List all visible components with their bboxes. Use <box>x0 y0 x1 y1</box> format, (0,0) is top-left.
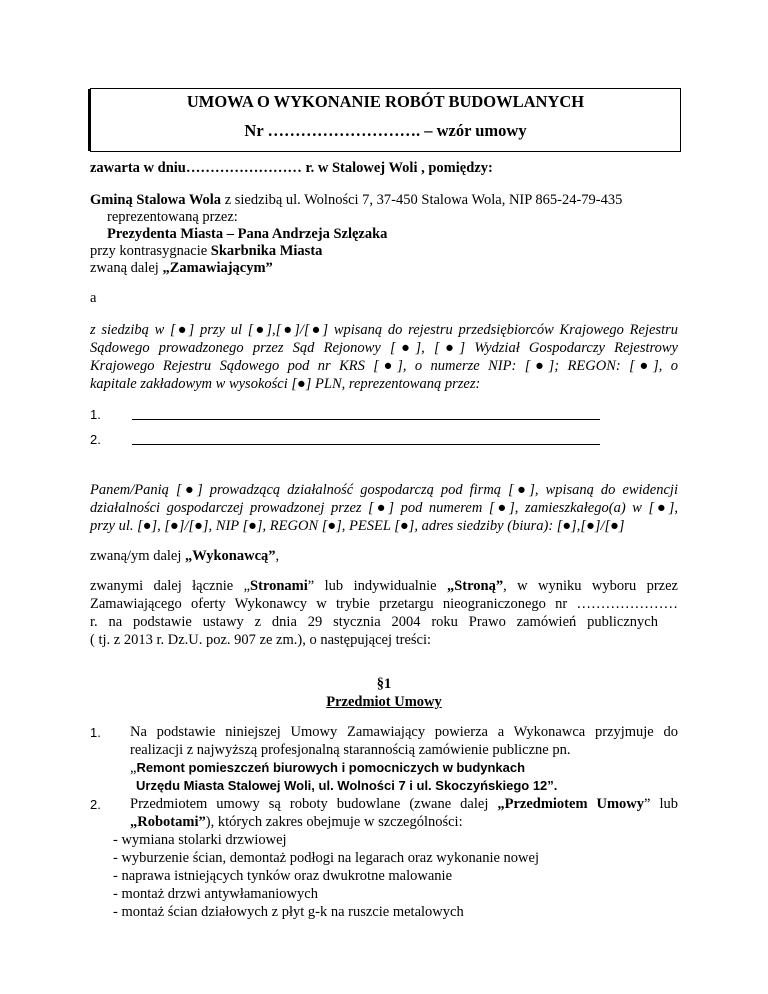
parties-clause-line3: r. na podstawie ustawy z dnia 29 stycznia 2004 roku Prawo zamówień publicznych <box>90 614 658 630</box>
countersign-prefix: przy kontrasygnacie <box>90 243 211 259</box>
work-item: - montaż drzwi antywłamaniowych <box>113 886 318 902</box>
contractor-line <box>90 548 279 565</box>
item1-project-line2: Urzędu Miasta Stalowej Woli, ul. Wolności 7 i ul. Skoczyńskiego 12”. <box>136 778 558 793</box>
conjunction-a: a <box>90 290 97 306</box>
item1-project-line1 <box>130 760 525 777</box>
project-quote-open: „ <box>130 760 137 776</box>
party2-person-line1: Panem/Panią [●] prowadzącą działalność gospodarczą pod firmą [●], wpisaną do ewidencji <box>90 482 678 498</box>
item2-robotami: „Robotami” <box>130 814 206 830</box>
item2-part-c: ” lub <box>644 796 679 812</box>
clause-part-c: ” lub indywidualnie <box>307 578 447 594</box>
item1-number: 1. <box>90 725 101 740</box>
document-title: UMOWA O WYKONANIE ROBÓT BUDOWLANYCH <box>186 92 585 111</box>
party1-name: Gminą Stalowa Wola <box>90 192 222 208</box>
item2-part-a: Przedmiotem umowy są roboty budowlane (zwane dalej <box>130 796 498 812</box>
party2-company-line2: Sądowego prowadzonego przez Sąd Rejonowy [●], [●] Wydział Gospodarczy Rejestrowy <box>90 340 678 356</box>
item2-line2 <box>130 814 463 831</box>
party1-representative: Prezydenta Miasta – Pana Andrzeja Szlęzaka <box>107 226 388 242</box>
party2-company-line4: kapitale zakładowym w wysokości [●] PLN, reprezentowaną przez: <box>90 376 481 392</box>
parties-clause-line1 <box>90 578 678 595</box>
title-box <box>90 88 681 152</box>
project-name-1: Remont pomieszczeń biurowych i pomocniczych w budynkach <box>136 760 526 775</box>
section-symbol: §1 <box>376 676 392 692</box>
representative-number-2: 2. <box>90 432 101 447</box>
item1-line2: realizacji z najwyższą profesjonalną starannością zamówienie publiczne pn. <box>130 742 571 758</box>
item2-number: 2. <box>90 797 101 812</box>
countersign-name: Skarbnika Miasta <box>210 243 323 259</box>
party1-called <box>90 260 273 277</box>
contractor-name: „Wykonawcą” <box>185 548 276 564</box>
party2-person-line3: przy ul. [●], [●]/[●], NIP [●], REGON [●], PESEL [●], adres siedziby (biura): [●],[●]/[●] <box>90 518 625 534</box>
called-prefix: zwaną dalej <box>90 260 163 276</box>
clause-part-e: , w wyniku wyboru przez <box>503 578 678 594</box>
item1-line1: Na podstawie niniejszej Umowy Zamawiający powierza a Wykonawca przyjmuje do <box>130 724 678 740</box>
representative-blank-2 <box>132 444 600 445</box>
parties-clause-line2: Zamawiającego oferty Wykonawcy w trybie przetargu nieograniczonego nr ………………… <box>90 596 678 612</box>
clause-stronami: Stronami <box>250 578 308 594</box>
item2-line1 <box>130 796 678 813</box>
contractor-suffix: , <box>275 548 280 564</box>
called-name: „Zamawiającym” <box>162 260 273 276</box>
party2-company-line3: Krajowego Rejestru Sądowego pod nr KRS [●], o numerze NIP: [●]; REGON: [●], o <box>90 358 678 374</box>
party2-company-line1: z siedzibą w [●] przy ul [●],[●]/[●] wpisaną do rejestru przedsiębiorców Krajowego Rejestru <box>90 322 678 338</box>
party1-address: z siedzibą ul. Wolności 7, 37-450 Stalowa Wola, NIP 865-24-79-435 <box>221 192 623 208</box>
representative-number-1: 1. <box>90 407 101 422</box>
item2-part-b: ), których zakres obejmuje w szczególności: <box>205 814 463 830</box>
work-item: - wyburzenie ścian, demontaż podłogi na legarach oraz wykonanie nowej <box>113 850 539 866</box>
representative-blank-1 <box>132 419 600 420</box>
party1-line <box>90 192 622 209</box>
party1-countersign <box>90 243 322 260</box>
work-item: - wymiana stolarki drzwiowej <box>113 832 287 848</box>
title-box-left-border <box>88 89 90 151</box>
parties-clause-line4: ( tj. z 2013 r. Dz.U. poz. 907 ze zm.), o następującej treści: <box>90 632 432 648</box>
work-item: - montaż ścian działowych z płyt g-k na ruszcie metalowych <box>113 904 464 920</box>
intro-line: zawarta w dniu…………………… r. w Stalowej Woli , pomiędzy: <box>90 160 493 176</box>
item2-subject: „Przedmiotem Umowy <box>497 796 645 812</box>
party2-person-line2: działalności gospodarczej prowadzonej przez [●] pod numerem [●], zamieszkałego(a) w [●], <box>90 500 678 516</box>
clause-part-a: zwanymi dalej łącznie „ <box>90 578 251 594</box>
section-heading <box>0 694 768 711</box>
work-item: - naprawa istniejących tynków oraz dwukrotne malowanie <box>113 868 453 884</box>
party1-represented: reprezentowaną przez: <box>107 209 238 225</box>
document-number: Nr ………………………. – wzór umowy <box>244 121 527 140</box>
section-heading-text: Przedmiot Umowy <box>326 694 442 710</box>
clause-strona: „Stroną” <box>446 578 504 594</box>
contractor-prefix: zwaną/ym dalej <box>90 548 186 564</box>
